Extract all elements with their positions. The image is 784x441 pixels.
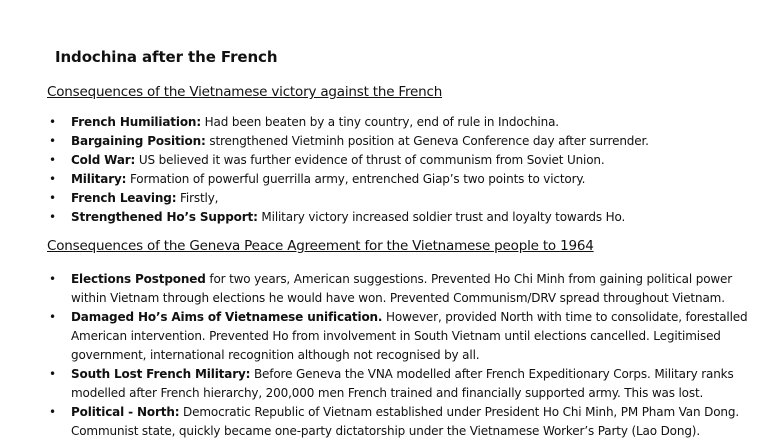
item-term: Elections Postponed — [71, 272, 206, 286]
list-item — [47, 170, 649, 189]
section-heading-geneva: Consequences of the Geneva Peace Agreement for the Vietnamese people to 1964 — [47, 238, 594, 254]
item-text: for two years, American suggestions. Prevented Ho Chi Minh from gaining political power within Vietnam through elections he would have won. Prevented Communism/DRV spread throughout Vietnam. — [71, 272, 733, 305]
item-term: Cold War: — [71, 153, 136, 167]
bullet-icon: • — [49, 405, 56, 419]
item-text: Formation of powerful guerrilla army, entrenched Giap’s two points to victory. — [126, 172, 586, 186]
bullet-icon: • — [49, 191, 56, 205]
list-item — [47, 151, 649, 170]
item-term: Military: — [71, 172, 127, 186]
item-term: Strengthened Ho’s Support: — [71, 210, 258, 224]
item-term: Damaged Ho’s Aims of Vietnamese unification. — [71, 310, 383, 324]
bullet-icon: • — [49, 172, 56, 186]
list-item — [47, 208, 649, 227]
item-text: Democratic Republic of Vietnam established under President Ho Chi Minh, PM Pham Van Dong. Communist state, quickly became one-party dictatorship under the Vietnamese Worker’s Party (Lao Dong). — [71, 405, 739, 438]
document-title: Indochina after the French — [55, 48, 278, 66]
bullet-icon: • — [49, 153, 56, 167]
bullet-icon: • — [49, 310, 56, 324]
item-text: However, provided North with time to consolidate, forestalled American intervention. Prevented Ho from involvement in South Vietnam until elections cancelled. Legitimised government, international recognition although not recognised by all. — [71, 310, 748, 362]
bullet-icon: • — [49, 134, 56, 148]
item-text: Military victory increased soldier trust and loyalty towards Ho. — [257, 210, 626, 224]
item-term: South Lost French Military: — [71, 367, 251, 381]
list-item — [47, 308, 761, 365]
victory-consequences-list — [47, 113, 649, 227]
list-item — [47, 270, 761, 308]
bullet-icon: • — [49, 367, 56, 381]
list-item — [47, 113, 649, 132]
list-item — [47, 132, 649, 151]
geneva-consequences-list — [47, 270, 761, 441]
bullet-icon: • — [49, 210, 56, 224]
bullet-icon: • — [49, 115, 56, 129]
list-item — [47, 189, 649, 208]
section-heading-victory: Consequences of the Vietnamese victory against the French — [47, 84, 443, 100]
item-text: strengthened Vietminh position at Geneva Conference day after surrender. — [205, 134, 649, 148]
bullet-icon: • — [49, 272, 56, 286]
list-item — [47, 365, 761, 403]
item-text: Firstly, — [176, 191, 219, 205]
list-item — [47, 403, 761, 441]
item-term: Political - North: — [71, 405, 180, 419]
item-term: Bargaining Position: — [71, 134, 206, 148]
item-term: French Humiliation: — [71, 115, 201, 129]
item-text: Before Geneva the VNA modelled after French Expeditionary Corps. Military ranks modelled after French hierarchy, 200,000 men French trained and financially supported army. This was lost. — [71, 367, 734, 400]
item-text: Had been beaten by a tiny country, end of rule in Indochina. — [200, 115, 559, 129]
item-term: French Leaving: — [71, 191, 177, 205]
item-text: US believed it was further evidence of thrust of communism from Soviet Union. — [135, 153, 605, 167]
